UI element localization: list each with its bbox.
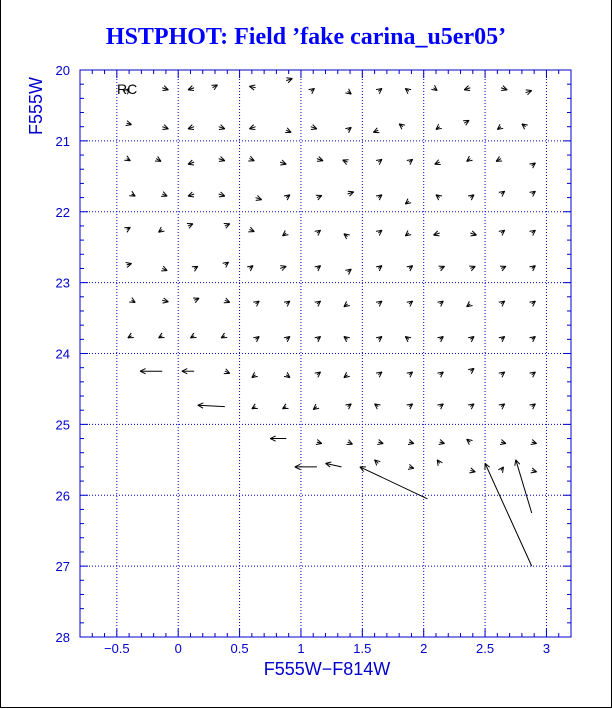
vector-arrow: [468, 336, 474, 341]
x-tick-label: 2.5: [476, 641, 495, 656]
vector-arrow: [469, 468, 475, 473]
y-tick-label: 22: [55, 204, 70, 220]
vector-arrow: [223, 262, 229, 267]
vector-arrow: [256, 195, 262, 200]
vector-arrow: [316, 440, 322, 445]
x-tick-label: 2: [420, 641, 428, 656]
vector-arrow: [128, 333, 134, 338]
vector-head: [162, 129, 168, 130]
vector-arrow: [315, 372, 321, 377]
vector-head: [531, 472, 537, 473]
vector-shaft: [516, 460, 532, 513]
vector-arrow: [515, 460, 532, 513]
vector-arrow: [295, 464, 317, 469]
vector-arrow: [399, 124, 405, 129]
vector-arrow: [376, 88, 382, 93]
vector-head: [126, 125, 132, 126]
vector-arrow: [376, 336, 382, 341]
vector-arrow: [270, 436, 286, 441]
vector-shaft: [198, 405, 225, 406]
vector-arrow: [188, 86, 194, 91]
vector-arrow: [159, 227, 165, 232]
vector-arrow: [345, 127, 351, 132]
vector-arrow: [407, 266, 413, 271]
vector-arrow: [431, 85, 437, 90]
vector-arrow: [161, 192, 167, 197]
vector-arrow: [530, 266, 536, 271]
vector-arrow: [499, 230, 505, 235]
vector-arrow: [224, 298, 230, 303]
vector-arrow: [500, 440, 506, 445]
vector-head: [219, 129, 225, 130]
vector-arrow: [376, 195, 382, 200]
vector-arrow: [463, 120, 469, 125]
vector-arrow: [315, 230, 321, 235]
y-tick-label: 27: [55, 559, 70, 575]
vector-arrow: [500, 266, 506, 271]
y-tick-label: 24: [55, 346, 70, 362]
vector-arrow: [253, 301, 259, 306]
y-tick-label: 23: [55, 275, 70, 291]
vector-head: [286, 78, 292, 79]
vector-arrow: [469, 266, 475, 271]
vector-arrow: [405, 199, 411, 204]
vector-arrow: [408, 464, 414, 469]
x-tick-label: 0: [174, 641, 182, 656]
vector-arrow: [437, 460, 442, 466]
vector-arrow: [343, 160, 349, 165]
vector-arrow: [437, 301, 443, 306]
vector-head: [219, 196, 225, 197]
vector-arrow: [284, 336, 290, 341]
vector-arrow: [497, 124, 503, 129]
vector-head: [249, 85, 255, 86]
vector-head: [434, 235, 440, 236]
vector-arrow: [376, 372, 382, 377]
vector-head: [408, 444, 414, 445]
vector-head: [531, 444, 537, 445]
vector-arrow: [124, 227, 130, 232]
x-axis-label: F555W−F814W: [263, 659, 391, 679]
vector-arrow: [464, 86, 470, 91]
axis-ticks: [56, 63, 571, 656]
vector-arrow: [211, 85, 217, 90]
vector-arrow: [499, 372, 505, 377]
vector-arrow: [439, 440, 445, 445]
vector-head: [249, 129, 255, 130]
vector-head: [317, 161, 323, 162]
vector-arrow: [188, 125, 194, 130]
vector-arrow: [219, 125, 225, 130]
vector-arrow: [283, 404, 289, 409]
vector-arrow: [313, 404, 319, 409]
vector-arrow: [376, 159, 382, 164]
vector-arrow: [247, 266, 253, 271]
chart-title: HSTPHOT: Field ’fake carina_u5er05’: [105, 24, 507, 50]
vector-arrow: [407, 404, 413, 409]
vector-arrow: [280, 160, 286, 165]
vector-arrow: [284, 301, 290, 306]
vector-arrow: [376, 301, 382, 306]
vector-arrow: [345, 89, 351, 94]
vector-arrow: [309, 88, 315, 93]
vector-arrow: [344, 301, 350, 306]
vector-head: [311, 129, 317, 130]
vector-arrow: [182, 369, 194, 374]
vector-arrow: [198, 403, 225, 408]
vector-arrow: [407, 372, 413, 377]
vector-head: [526, 90, 532, 91]
vector-arrow: [326, 462, 342, 467]
vector-arrow: [375, 460, 381, 466]
vector-arrow: [188, 160, 194, 165]
vector-shaft: [360, 467, 428, 499]
vector-head: [377, 444, 383, 445]
vector-head: [464, 90, 470, 91]
vector-shaft: [485, 463, 532, 566]
vector-arrow: [530, 191, 536, 196]
vector-head: [188, 90, 194, 91]
vector-arrow: [467, 301, 473, 306]
vector-arrow: [407, 301, 413, 306]
vector-arrow: [284, 372, 290, 377]
vector-arrow: [219, 156, 225, 161]
vector-arrow: [436, 124, 442, 129]
vector-arrow: [193, 298, 199, 303]
vector-head: [188, 129, 194, 130]
vector-arrow: [344, 336, 350, 341]
vector-head: [500, 444, 506, 445]
vector-head: [188, 196, 194, 197]
vector-arrow: [501, 86, 507, 91]
vector-arrow: [437, 336, 443, 341]
vector-arrow: [526, 90, 532, 95]
vector-arrow: [140, 369, 162, 374]
vector-arrow: [376, 230, 382, 235]
x-tick-label: 0.5: [230, 641, 249, 656]
vector-arrow: [373, 128, 379, 133]
vector-arrow: [129, 191, 135, 196]
x-tick-label: −0.5: [103, 641, 130, 656]
vector-arrow: [285, 128, 291, 133]
vector-arrow: [348, 191, 354, 196]
vector-arrow: [437, 404, 443, 409]
y-tick-label: 20: [55, 63, 70, 78]
vector-arrow: [439, 266, 445, 271]
vector-head: [163, 302, 169, 303]
vector-arrow: [162, 125, 168, 130]
vector-arrow: [284, 195, 290, 200]
vector-arrow: [522, 124, 528, 129]
vector-head: [316, 444, 322, 445]
vector-arrow: [344, 372, 350, 377]
vector-head: [469, 472, 475, 473]
vector-arrow: [531, 440, 537, 445]
vector-arrow: [345, 404, 351, 409]
vector-arrow: [436, 195, 442, 200]
vector-head: [280, 164, 286, 165]
vector-arrow: [467, 439, 473, 444]
vector-arrow: [496, 156, 502, 161]
vector-marks: [124, 78, 537, 566]
vector-arrow: [468, 368, 474, 373]
vector-head: [326, 462, 332, 463]
vector-arrow: [129, 298, 135, 303]
vector-arrow: [248, 227, 254, 232]
vector-head: [471, 235, 477, 236]
y-axis-label: F555W: [26, 76, 46, 136]
vector-arrow: [344, 234, 350, 239]
y-tick-label: 26: [55, 488, 70, 504]
vector-head: [188, 164, 194, 165]
annotation-rc: RC: [117, 81, 138, 97]
vector-arrow: [530, 336, 536, 341]
x-tick-label: 1.5: [353, 641, 372, 656]
vector-arrow: [485, 463, 532, 566]
vector-arrow: [316, 195, 322, 200]
y-tick-label: 21: [55, 133, 70, 149]
vector-arrow: [253, 336, 259, 341]
vector-arrow: [530, 404, 536, 409]
vector-arrow: [161, 266, 167, 271]
vector-arrow: [467, 156, 473, 161]
vector-head: [126, 262, 132, 263]
vector-arrow: [530, 372, 536, 377]
vector-arrow: [345, 269, 351, 274]
vector-arrow: [224, 224, 230, 229]
vector-arrow: [376, 266, 382, 271]
vector-head: [162, 90, 168, 91]
vector-arrow: [405, 336, 411, 341]
vector-arrow: [252, 404, 258, 409]
vector-arrow: [468, 195, 474, 200]
vector-head: [501, 90, 507, 91]
vector-arrow: [377, 440, 383, 445]
vector-arrow: [435, 160, 441, 165]
vector-arrow: [408, 440, 414, 445]
vector-arrow: [224, 369, 230, 374]
vector-arrow: [315, 266, 321, 271]
vector-head: [256, 200, 262, 201]
vector-arrow: [437, 372, 443, 377]
vector-head: [439, 444, 445, 445]
vector-arrow: [405, 230, 411, 235]
vector-head: [515, 460, 516, 466]
vector-arrow: [317, 156, 323, 161]
vector-arrow: [249, 85, 255, 90]
vector-arrow: [315, 301, 321, 306]
vector-arrow: [498, 467, 503, 473]
vector-arrow: [530, 230, 536, 235]
vector-arrow: [190, 333, 196, 338]
vector-arrow: [126, 121, 132, 126]
vector-arrow: [405, 88, 411, 93]
vector-arrow: [499, 336, 505, 341]
vector-arrow: [530, 301, 536, 306]
vector-arrow: [162, 86, 168, 91]
vector-arrow: [434, 231, 440, 236]
vector-arrow: [221, 333, 227, 338]
vector-arrow: [315, 336, 321, 341]
vector-arrow: [360, 467, 428, 499]
y-tick-label: 25: [55, 417, 70, 433]
vector-head: [348, 191, 354, 192]
vector-arrow: [252, 372, 258, 377]
vector-arrow: [249, 125, 255, 130]
vector-arrow: [124, 156, 130, 161]
vector-arrow: [219, 192, 225, 197]
y-tick-label: 28: [55, 630, 70, 645]
vector-arrow: [499, 301, 505, 306]
vector-arrow: [347, 440, 353, 445]
vector-arrow: [407, 159, 413, 164]
vector-arrow: [499, 404, 505, 409]
vector-head: [219, 161, 225, 162]
vector-arrow: [283, 230, 289, 235]
vector-arrow: [159, 333, 165, 338]
vector-head: [408, 468, 414, 469]
x-tick-label: 3: [542, 641, 551, 656]
vector-arrow: [162, 298, 168, 303]
vector-arrow: [188, 192, 194, 197]
vector-arrow: [468, 404, 474, 409]
vector-arrow: [187, 224, 193, 229]
vector-arrow: [470, 231, 476, 236]
vector-arrow: [286, 78, 292, 83]
x-tick-label: 1: [297, 641, 305, 656]
vector-arrow: [531, 468, 537, 473]
grid-lines: [80, 70, 571, 637]
vector-arrow: [530, 163, 536, 168]
vector-arrow: [499, 191, 505, 196]
vector-head: [280, 266, 286, 267]
vector-arrow: [375, 404, 381, 409]
vector-arrow: [280, 266, 286, 271]
vector-arrow: [192, 266, 198, 271]
vector-arrow: [248, 156, 254, 161]
vector-arrow: [311, 125, 317, 130]
vector-arrow: [126, 262, 132, 267]
vector-arrow: [155, 156, 161, 161]
